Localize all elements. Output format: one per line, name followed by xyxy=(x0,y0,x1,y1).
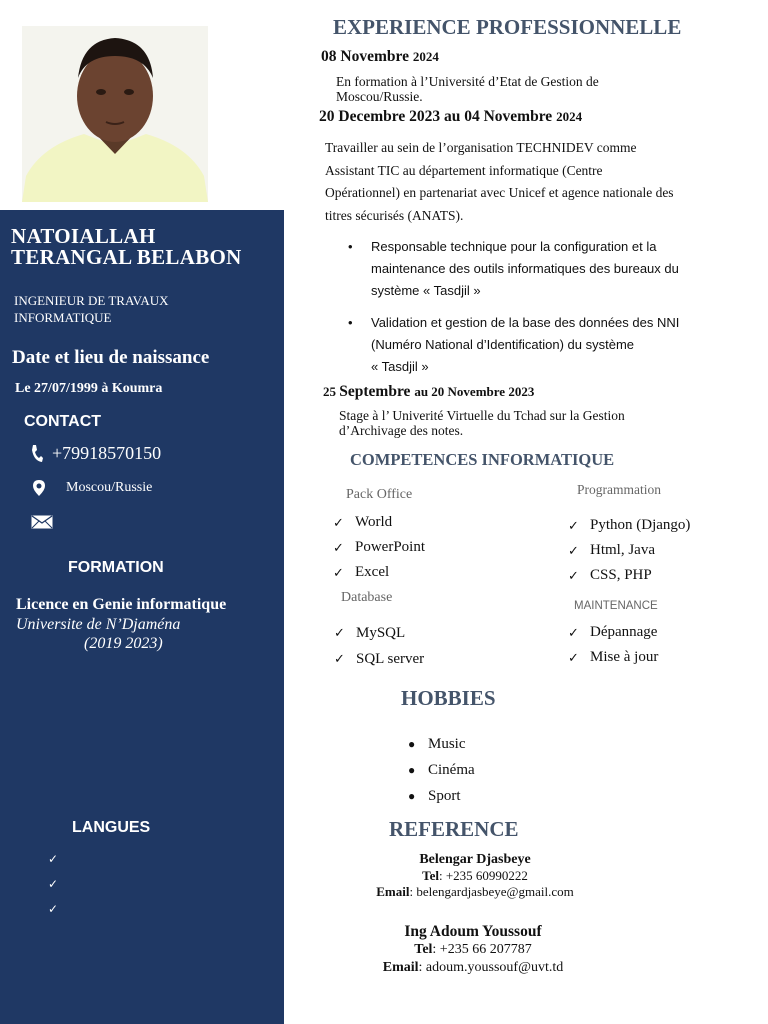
phone-icon xyxy=(30,444,44,464)
skill-item: ✓ Dépannage xyxy=(568,620,658,645)
bullet-icon: • xyxy=(348,315,353,330)
hobbies-list xyxy=(408,731,475,809)
check-icon: ✓ xyxy=(568,625,579,640)
bullet-icon: ● xyxy=(408,789,416,803)
check-icon: ✓ xyxy=(568,518,579,533)
check-icon: ✓ xyxy=(48,852,59,866)
skill-item: ✓ PowerPoint xyxy=(333,535,425,560)
check-icon: ✓ xyxy=(333,540,344,555)
experience-bullet: • Responsable technique pour la configuration et la maintenance des outils informatiques des bureaux du système « Tasdjil » xyxy=(348,236,679,302)
hobby-item: ● Sport xyxy=(408,783,475,809)
skill-item: ✓ Python (Django) xyxy=(568,513,690,538)
contact-heading: CONTACT xyxy=(24,413,102,430)
bullet-icon: • xyxy=(348,239,353,254)
contact-phone xyxy=(30,443,161,464)
skill-list-pack-office xyxy=(333,510,425,585)
check-icon: ✓ xyxy=(568,543,579,558)
person-portrait-image xyxy=(22,26,208,202)
check-icon: ✓ xyxy=(334,625,345,640)
check-icon: ✓ xyxy=(568,650,579,665)
check-icon: ✓ xyxy=(333,515,344,530)
skill-category-pack-office: Pack Office xyxy=(346,487,413,502)
skill-item: ✓ CSS, PHP xyxy=(568,563,690,588)
check-icon: ✓ xyxy=(568,568,579,583)
birth-heading: Date et lieu de naissance xyxy=(12,347,210,368)
experience-date: 20 Decembre 2023 au 04 Novembre 2024 xyxy=(319,108,583,125)
formation-years: (2019 2023) xyxy=(84,635,163,652)
experience-bullet: • Validation et gestion de la base des données des NNI (Numéro National d’Identification) du système « Tasdjil » xyxy=(348,312,679,378)
skill-category-maintenance: MAINTENANCE xyxy=(574,600,658,612)
candidate-name: NATOIALLAH TERANGAL BELABON xyxy=(11,224,242,269)
check-icon: ✓ xyxy=(333,565,344,580)
skill-item: ✓ Html, Java xyxy=(568,538,690,563)
hobbies-heading: HOBBIES xyxy=(401,686,496,710)
skill-category-programmation: Programmation xyxy=(577,482,661,497)
location-pin-icon xyxy=(32,479,46,497)
formation-degree: Licence en Genie informatique xyxy=(16,596,227,613)
experience-date: 25 Septembre au 20 Novembre 2023 xyxy=(323,383,535,400)
skill-list-maintenance xyxy=(568,620,658,670)
reference-person: Ing Adoum Youssouf Tel: +235 66 207787 Email: adoum.youssouf@uvt.td xyxy=(382,923,564,975)
skill-item: ✓ MySQL xyxy=(334,620,424,646)
birth-value: Le 27/07/1999 à Koumra xyxy=(15,381,163,396)
hobby-item: ● Music xyxy=(408,731,475,757)
bullet-icon: ● xyxy=(408,737,416,751)
location-text: Moscou/Russie xyxy=(66,480,153,495)
skill-item: ✓ Excel xyxy=(333,560,425,585)
skills-heading: COMPETENCES INFORMATIQUE xyxy=(350,450,615,469)
langues-heading: LANGUES xyxy=(72,819,151,836)
check-icon: ✓ xyxy=(48,902,59,916)
experience-description: Travailler au sein de l’organisation TECHNIDEV comme Assistant TIC au département informatique (Centre Opérationnel) en partenariat avec Unicef et agence nationale des titres sécurisés (ANATS). xyxy=(325,140,674,223)
skill-item: ✓ World xyxy=(333,510,425,535)
job-title: INGENIEUR DE TRAVAUX INFORMATIQUE xyxy=(14,293,169,325)
experience-date: 08 Novembre 2024 xyxy=(321,48,439,65)
experience-description: Stage à l’ Univerité Virtuelle du Tchad sur la Gestion d’Archivage des notes. xyxy=(339,408,625,438)
skill-item: ✓ Mise à jour xyxy=(568,645,658,670)
phone-number: +79918570150 xyxy=(52,443,162,463)
profile-photo xyxy=(22,26,208,202)
hobby-item: ● Cinéma xyxy=(408,757,475,783)
reference-heading: REFERENCE xyxy=(389,817,519,841)
skill-item: ✓ SQL server xyxy=(334,646,424,672)
contact-email xyxy=(31,515,53,534)
formation-school: Universite de N’Djaména xyxy=(16,616,181,633)
bullet-icon: ● xyxy=(408,763,416,777)
envelope-icon xyxy=(31,515,53,529)
contact-location xyxy=(32,479,152,497)
check-icon: ✓ xyxy=(48,877,59,891)
skill-category-database: Database xyxy=(341,590,393,605)
skill-list-programmation xyxy=(568,513,690,588)
skill-list-database xyxy=(334,620,424,672)
formation-heading: FORMATION xyxy=(68,559,164,576)
experience-description: En formation à l’Université d’Etat de Gestion de Moscou/Russie. xyxy=(336,74,599,104)
check-icon: ✓ xyxy=(334,651,345,666)
experience-heading: EXPERIENCE PROFESSIONNELLE xyxy=(333,15,682,39)
reference-person: Belengar Djasbeye Tel: +235 60990222 Email: belengardjasbeye@gmail.com xyxy=(376,852,574,899)
